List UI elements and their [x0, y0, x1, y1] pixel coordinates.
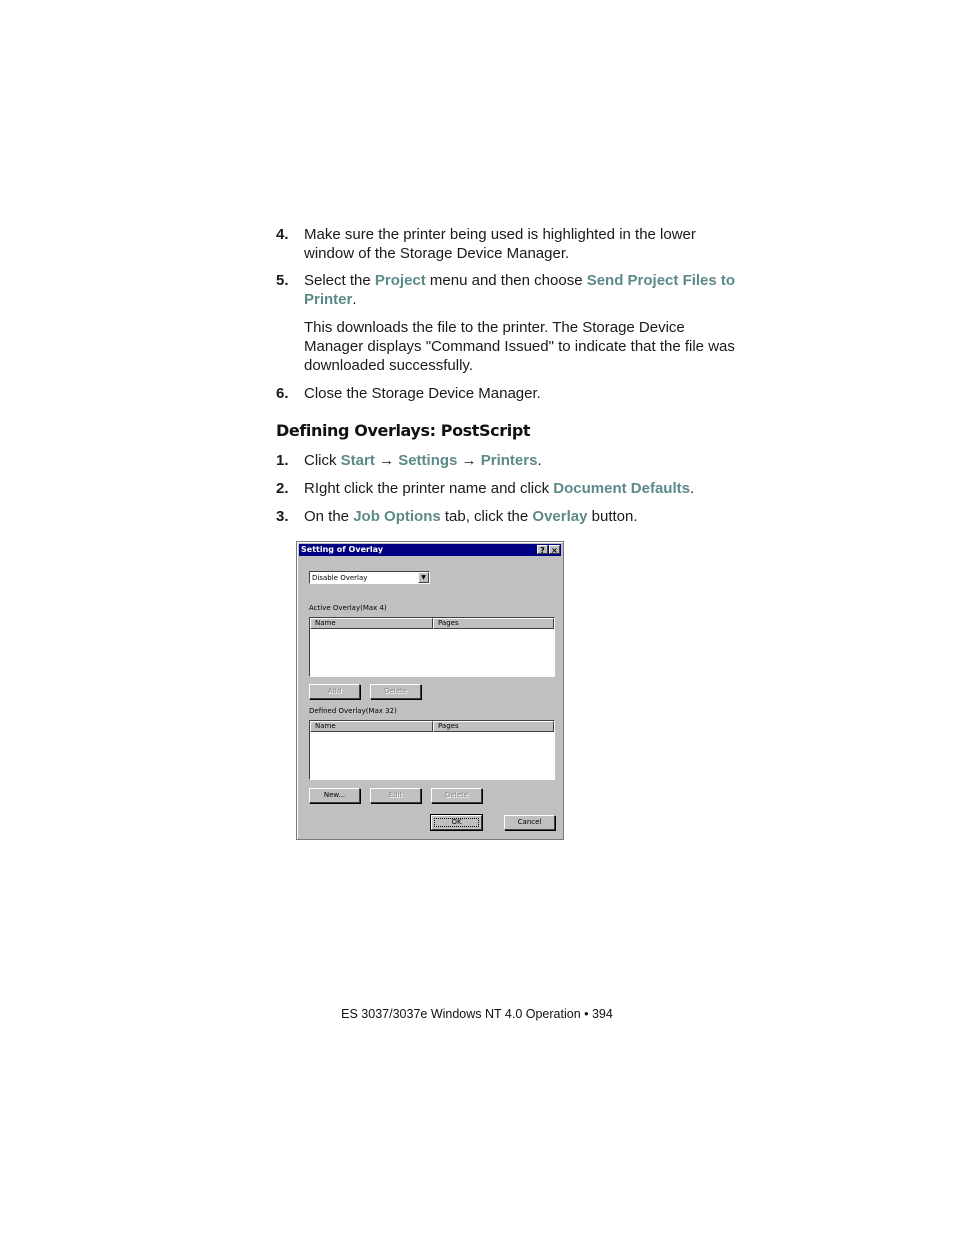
step-text	[304, 507, 744, 526]
delete-active-button[interactable]: Delete	[370, 684, 421, 699]
step-text-run: .	[537, 452, 542, 469]
menu-term: Send Project Files to Printer	[304, 272, 736, 308]
step-number: 4.	[276, 226, 289, 243]
defined-overlay-list[interactable]	[309, 720, 555, 780]
step-number: 2.	[276, 480, 289, 497]
step-5-note: This downloads the file to the printer. The Storage Device Manager displays "Command Issued" to indicate that the file was downloaded successfully.	[304, 319, 735, 374]
ok-button[interactable]	[431, 815, 482, 830]
menu-term: Document Defaults	[553, 480, 690, 497]
overlay-select[interactable]	[309, 571, 430, 584]
new-button[interactable]: New...	[309, 788, 360, 803]
section-heading: Defining Overlays: PostScript	[276, 421, 531, 440]
step-text	[304, 225, 744, 263]
step-number: 5.	[276, 272, 289, 289]
step-text-run: tab, click the	[440, 508, 533, 525]
cancel-button[interactable]: Cancel	[504, 815, 555, 830]
step-text-run: Close the Storage Device Manager.	[304, 385, 541, 402]
chevron-down-icon[interactable]: ▼	[418, 572, 429, 583]
step-text-run: →	[457, 452, 481, 469]
step-text-run: Select the	[304, 272, 375, 289]
step-text	[304, 479, 744, 498]
step-text-run: menu and then choose	[425, 272, 587, 289]
column-header-name[interactable]: Name	[310, 721, 433, 732]
step-text-run: On the	[304, 508, 354, 525]
menu-term: Start	[340, 452, 375, 469]
step-text-run: .	[352, 291, 357, 308]
edit-button[interactable]: Edit	[370, 788, 421, 803]
defined-overlay-label: Defined Overlay(Max 32)	[309, 707, 397, 715]
focus-rectangle	[434, 818, 479, 827]
overlay-select-value: Disable Overlay	[312, 574, 368, 582]
menu-term: Project	[374, 272, 426, 289]
step-text	[304, 384, 744, 403]
menu-term: Job Options	[353, 508, 441, 525]
dialog-titlebar	[299, 544, 561, 556]
step-text-run: button.	[587, 508, 638, 525]
close-icon[interactable]: ×	[549, 545, 560, 554]
step-number: 1.	[276, 452, 289, 469]
step-text-run: →	[374, 452, 399, 469]
step-number: 6.	[276, 385, 289, 402]
active-overlay-label: Active Overlay(Max 4)	[309, 604, 387, 612]
ok-button-label: OK	[451, 818, 462, 826]
step-number: 3.	[276, 508, 289, 525]
step-text	[304, 451, 744, 470]
active-overlay-list[interactable]	[309, 617, 555, 677]
dialog-title: Setting of Overlay	[301, 545, 384, 554]
page-footer: ES 3037/3037e Windows NT 4.0 Operation • 394	[341, 1007, 613, 1021]
delete-defined-button[interactable]: Delete	[431, 788, 482, 803]
step-text-run: Click	[304, 452, 341, 469]
menu-term: Overlay	[532, 508, 588, 525]
menu-term: Settings	[398, 452, 458, 469]
step-text-run: RIght click the printer name and click	[304, 480, 554, 497]
step-text-run: .	[689, 480, 695, 497]
column-header-pages[interactable]: Pages	[433, 721, 554, 732]
step-text-run: Make sure the printer being used is highlighted in the lower window of the Storage Device Manager.	[304, 226, 696, 262]
menu-term: Printers	[480, 452, 538, 469]
setting-of-overlay-dialog	[296, 541, 564, 840]
help-icon[interactable]: ?	[537, 545, 548, 554]
add-button[interactable]: Add	[309, 684, 360, 699]
column-header-pages[interactable]: Pages	[433, 618, 554, 629]
column-header-name[interactable]: Name	[310, 618, 433, 629]
step-text	[304, 271, 744, 309]
